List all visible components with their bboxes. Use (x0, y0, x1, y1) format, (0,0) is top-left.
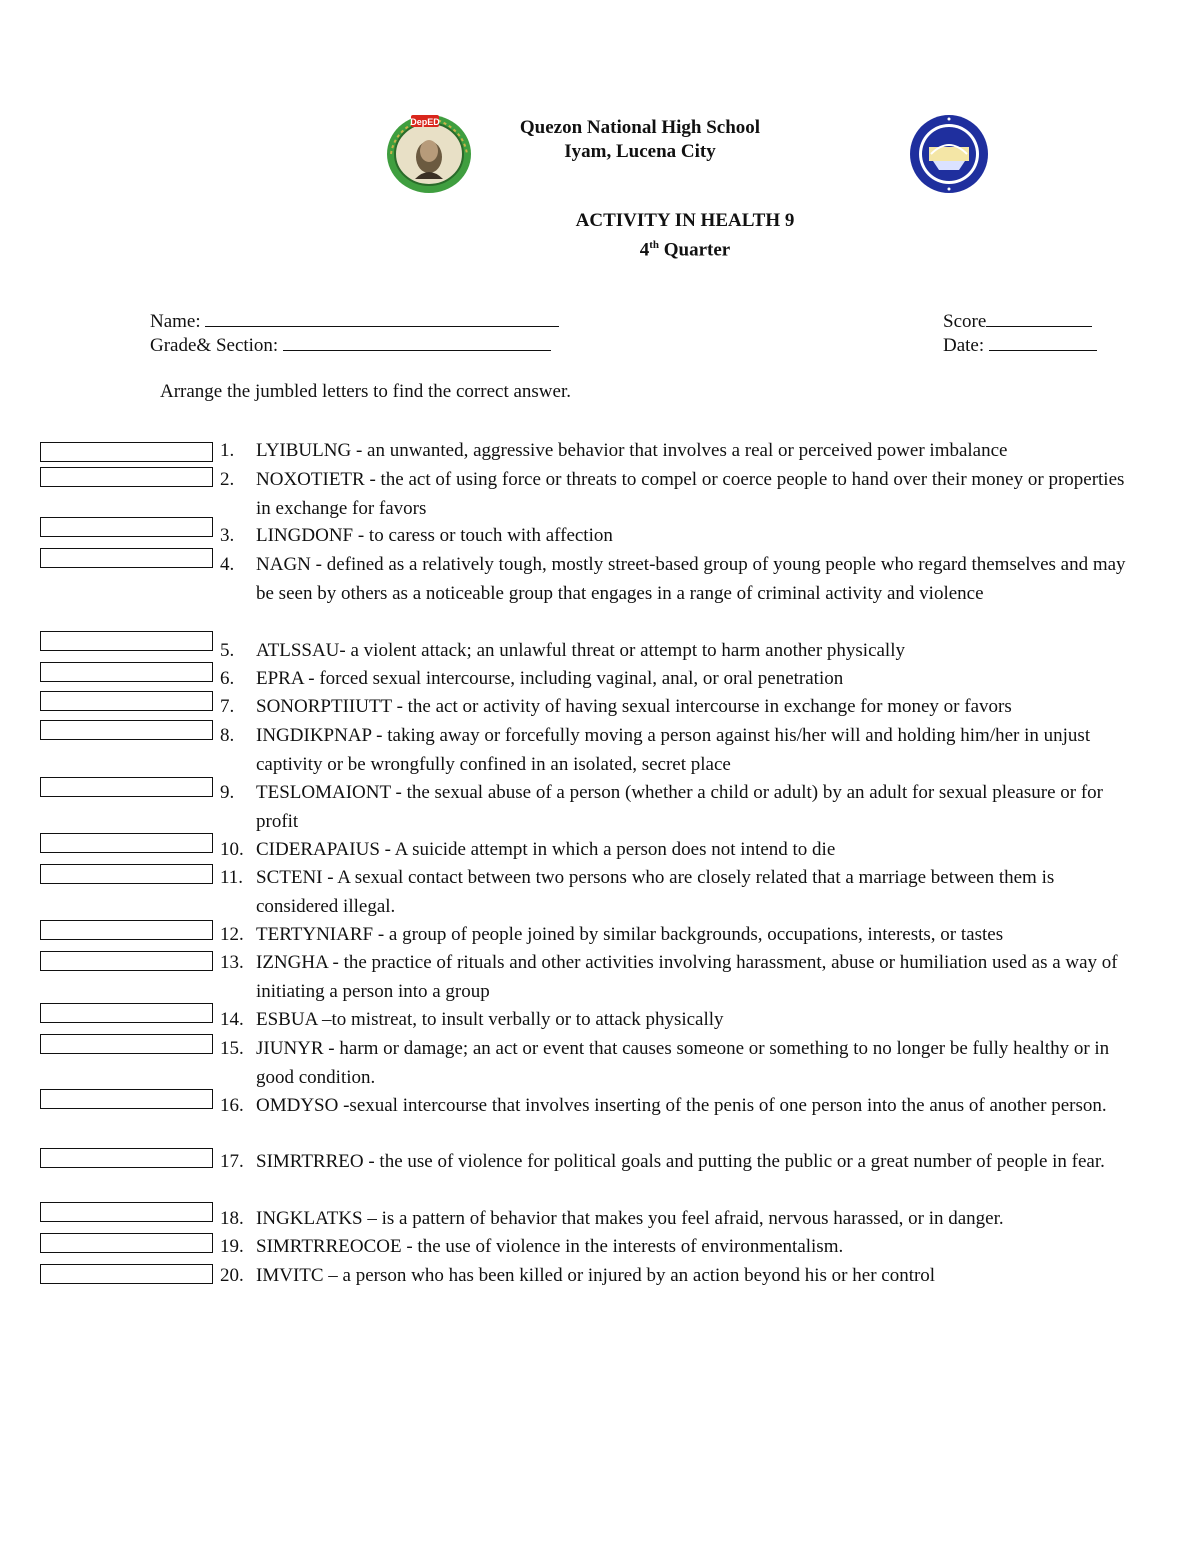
item-number: 14. (220, 1009, 244, 1030)
list-item (220, 864, 1140, 921)
school-seal-icon (909, 114, 989, 194)
name-input[interactable] (205, 308, 559, 327)
quarter-label: Quarter (659, 239, 731, 261)
score-label: Score (943, 311, 987, 332)
list-item (220, 836, 1140, 865)
item-text: SIMRTRREO - the use of violence for political goals and putting the public or a great number of people in fear. (256, 1151, 1105, 1172)
answer-box-12[interactable] (40, 920, 213, 940)
answer-box-7[interactable] (40, 691, 213, 711)
answer-box-9[interactable] (40, 777, 213, 797)
item-number: 10. (220, 839, 244, 860)
item-text: TERTYNIARF - a group of people joined by similar backgrounds, occupations, interests, or tastes (256, 924, 1004, 945)
list-item (220, 522, 1140, 551)
answer-box-19[interactable] (40, 1233, 213, 1253)
item-number: 2. (220, 469, 235, 490)
school-name: Quezon National High School (519, 117, 761, 138)
list-item (220, 1262, 1140, 1291)
item-text: SIMRTRREOCOE - the use of violence in the interests of environmentalism. (256, 1236, 844, 1257)
list-item (220, 779, 1140, 836)
item-text: IZNGHA - the practice of rituals and other activities involving harassment, abuse or humiliation used as a way of initiating a person into a group (256, 952, 1118, 1002)
item-text: INGKLATKS – is a pattern of behavior that makes you feel afraid, nervous harassed, or in danger. (256, 1208, 1004, 1229)
name-field (150, 308, 559, 334)
quarter-suffix: th (649, 239, 660, 251)
answer-box-1[interactable] (40, 442, 213, 462)
answer-box-18[interactable] (40, 1202, 213, 1222)
item-text: SONORPTIIUTT - the act or activity of having sexual intercourse in exchange for money or favors (256, 696, 1012, 717)
date-label: Date: (943, 335, 985, 356)
item-text: TESLOMAIONT - the sexual abuse of a person (whether a child or adult) by an adult for sexual pleasure or for profit (256, 782, 1103, 832)
list-item (220, 1148, 1140, 1177)
item-text: EPRA - forced sexual intercourse, including vaginal, anal, or oral penetration (256, 668, 844, 689)
deped-logo-text: DepED (410, 117, 440, 127)
quarter-title (430, 233, 940, 262)
item-text: IMVITC – a person who has been killed or injured by an action beyond his or her control (256, 1265, 936, 1286)
answer-box-5[interactable] (40, 631, 213, 651)
list-item (220, 1092, 1140, 1121)
list-item (220, 437, 1140, 466)
list-item (220, 1006, 1140, 1035)
answer-box-17[interactable] (40, 1148, 213, 1168)
item-number: 17. (220, 1151, 244, 1172)
answer-box-20[interactable] (40, 1264, 213, 1284)
item-number: 11. (220, 867, 244, 888)
grade-section-label: Grade& Section: (150, 335, 279, 356)
item-number: 6. (220, 668, 235, 689)
activity-title: ACTIVITY IN HEALTH 9 (575, 210, 795, 231)
item-text: OMDYSO -sexual intercourse that involves inserting of the penis of one person into the anus of another person. (256, 1095, 1107, 1116)
list-item (220, 949, 1140, 1006)
score-input[interactable] (986, 308, 1092, 327)
list-item (220, 551, 1140, 608)
item-text: ESBUA –to mistreat, to insult verbally or to attack physically (256, 1009, 724, 1030)
item-number: 9. (220, 782, 235, 803)
score-field (943, 308, 1092, 334)
item-number: 4. (220, 554, 235, 575)
answer-box-3[interactable] (40, 517, 213, 537)
list-item (220, 637, 1140, 666)
answer-box-15[interactable] (40, 1034, 213, 1054)
answer-box-6[interactable] (40, 662, 213, 682)
item-text: ATLSSAU- a violent attack; an unlawful threat or attempt to harm another physically (256, 640, 905, 661)
answer-box-13[interactable] (40, 951, 213, 971)
list-item (220, 1233, 1140, 1262)
list-item (220, 693, 1140, 722)
item-text: LYIBULNG - an unwanted, aggressive behavior that involves a real or perceived power imbalance (256, 440, 1008, 461)
grade-section-field (150, 332, 551, 358)
list-item (220, 921, 1140, 950)
item-text: NAGN - defined as a relatively tough, mostly street-based group of young people who regard themselves and may be seen by others as a noticeable group that engages in a range of criminal activity and violence (256, 554, 1126, 604)
item-number: 16. (220, 1095, 244, 1116)
answer-box-10[interactable] (40, 833, 213, 853)
item-number: 7. (220, 696, 235, 717)
item-number: 20. (220, 1265, 244, 1286)
item-number: 12. (220, 924, 244, 945)
answer-box-16[interactable] (40, 1089, 213, 1109)
date-input[interactable] (989, 332, 1097, 351)
list-item (220, 1205, 1140, 1234)
instructions: Arrange the jumbled letters to find the correct answer. (160, 381, 571, 402)
item-text: SCTENI - A sexual contact between two persons who are closely related that a marriage between them is considered illegal. (256, 867, 1055, 917)
item-number: 19. (220, 1236, 244, 1257)
date-field (943, 332, 1097, 358)
item-number: 8. (220, 725, 235, 746)
item-number: 1. (220, 440, 235, 461)
answer-box-2[interactable] (40, 467, 213, 487)
name-label: Name: (150, 311, 201, 332)
item-number: 3. (220, 525, 235, 546)
item-text: INGDIKPNAP - taking away or forcefully moving a person against his/her will and holding him/her in unjust captivity or be wrongfully confined in an isolated, secret place (256, 725, 1091, 775)
item-number: 5. (220, 640, 235, 661)
item-number: 15. (220, 1038, 244, 1059)
item-text: LINGDONF - to caress or touch with affection (256, 525, 613, 546)
list-item (220, 665, 1140, 694)
answer-box-4[interactable] (40, 548, 213, 568)
list-item (220, 1035, 1140, 1092)
item-text: NOXOTIETR - the act of using force or threats to compel or coerce people to hand over their money or properties in exchange for favors (256, 469, 1125, 519)
list-item (220, 466, 1140, 523)
item-number: 18. (220, 1208, 244, 1229)
item-text: JIUNYR - harm or damage; an act or event that causes someone or something to no longer be fully healthy or in good condition. (256, 1038, 1110, 1088)
item-number: 13. (220, 952, 244, 973)
grade-section-input[interactable] (283, 332, 551, 351)
item-text: CIDERAPAIUS - A suicide attempt in which a person does not intend to die (256, 839, 836, 860)
quarter-number: 4 (639, 239, 650, 261)
school-address: Iyam, Lucena City (564, 141, 716, 162)
answer-box-14[interactable] (40, 1003, 213, 1023)
list-item (220, 722, 1140, 779)
answer-box-8[interactable] (40, 720, 213, 740)
answer-box-11[interactable] (40, 864, 213, 884)
